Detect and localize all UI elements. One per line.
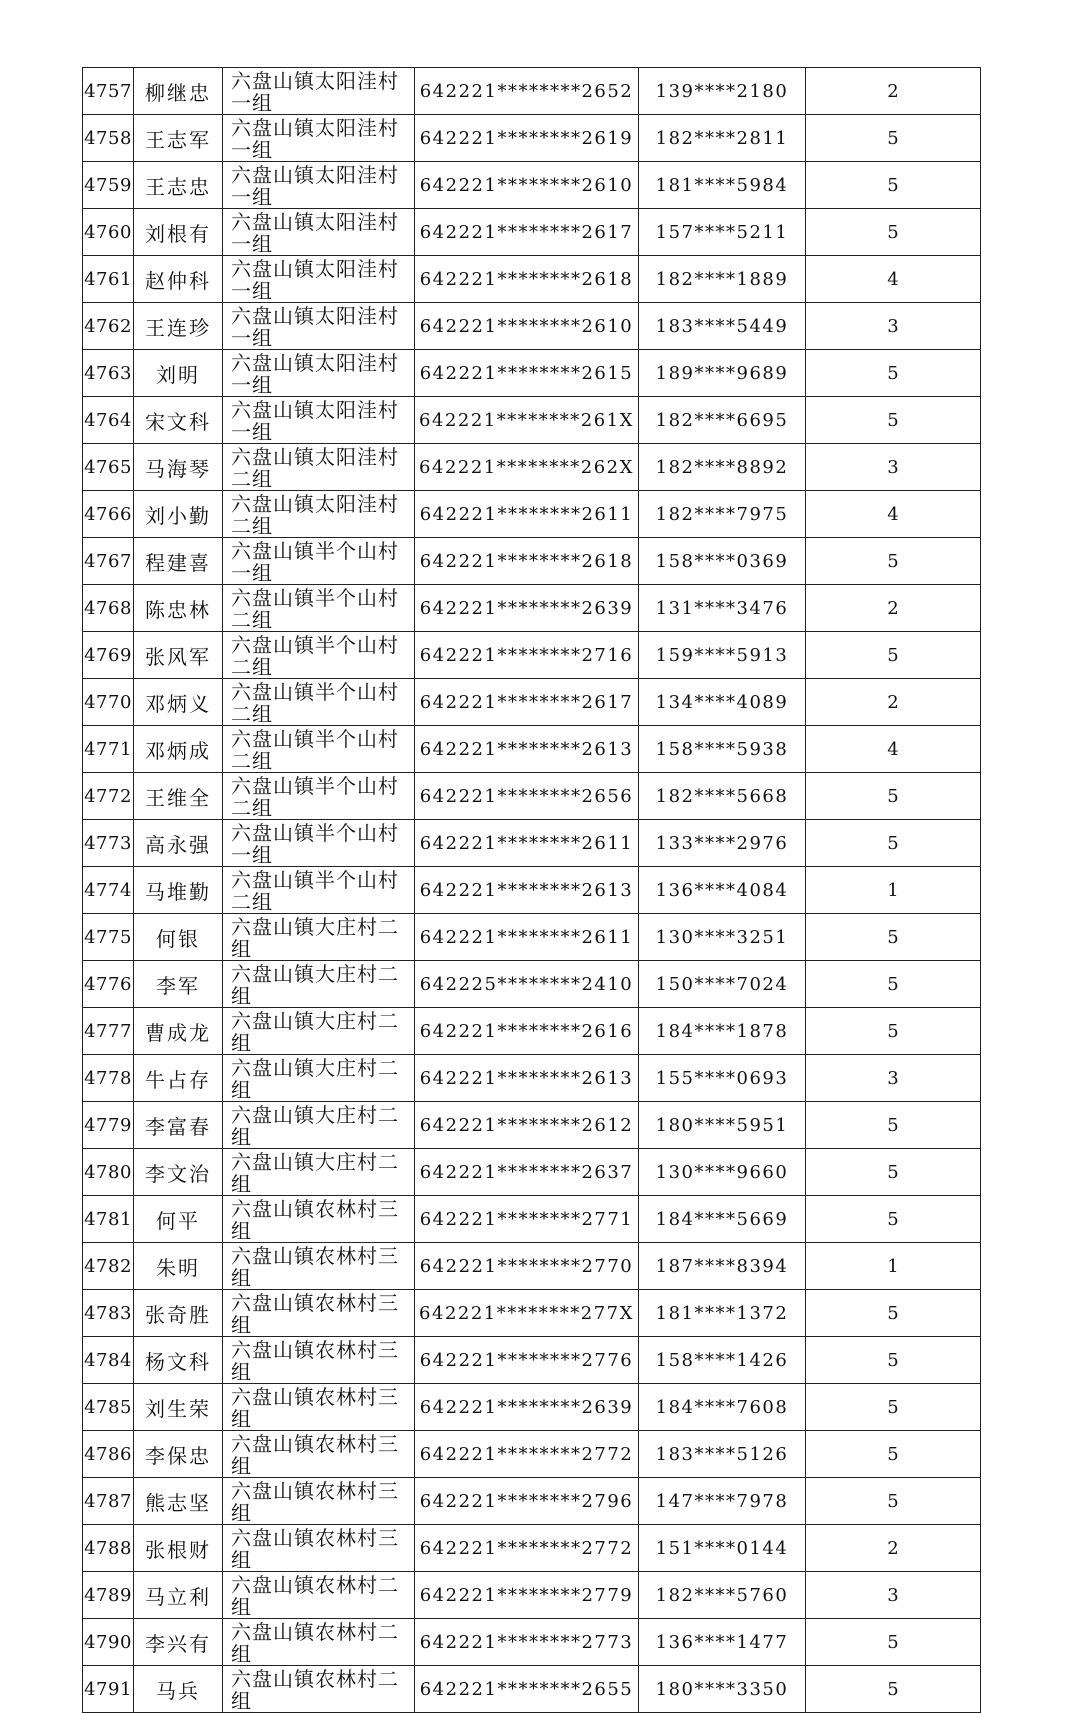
household-size-cell: 5 [806,632,981,679]
serial-number-cell: 4791 [83,1666,134,1713]
name-cell: 程建喜 [134,538,223,585]
serial-number-cell: 4778 [83,1055,134,1102]
table-row [83,1525,981,1572]
household-size-cell: 5 [806,538,981,585]
table-row [83,914,981,961]
table-row [83,585,981,632]
name-cell: 刘明 [134,350,223,397]
address-cell: 六盘山镇半个山村二组 [223,867,415,914]
household-size-cell: 3 [806,303,981,350]
table-row [83,256,981,303]
household-size-cell: 5 [806,1666,981,1713]
serial-number-cell: 4783 [83,1290,134,1337]
phone-cell: 180****3350 [639,1666,806,1713]
id-number-cell: 642221********2771 [415,1196,639,1243]
phone-cell: 182****6695 [639,397,806,444]
address-cell: 六盘山镇大庄村二组 [223,1008,415,1055]
household-size-cell: 5 [806,115,981,162]
household-size-cell: 3 [806,1055,981,1102]
table-row [83,68,981,115]
name-cell: 王维全 [134,773,223,820]
phone-cell: 157****5211 [639,209,806,256]
id-number-cell: 642225********2410 [415,961,639,1008]
serial-number-cell: 4766 [83,491,134,538]
address-cell: 六盘山镇半个山村二组 [223,726,415,773]
address-cell: 六盘山镇太阳洼村一组 [223,350,415,397]
phone-cell: 147****7978 [639,1478,806,1525]
serial-number-cell: 4782 [83,1243,134,1290]
phone-cell: 180****5951 [639,1102,806,1149]
table-row [83,1243,981,1290]
phone-cell: 181****5984 [639,162,806,209]
id-number-cell: 642221********2773 [415,1619,639,1666]
serial-number-cell: 4771 [83,726,134,773]
serial-number-cell: 4790 [83,1619,134,1666]
phone-cell: 134****4089 [639,679,806,726]
serial-number-cell: 4762 [83,303,134,350]
phone-cell: 189****9689 [639,350,806,397]
household-size-cell: 1 [806,867,981,914]
address-cell: 六盘山镇半个山村二组 [223,679,415,726]
household-size-cell: 5 [806,1008,981,1055]
table-row [83,350,981,397]
serial-number-cell: 4785 [83,1384,134,1431]
household-size-cell: 5 [806,1290,981,1337]
household-size-cell: 3 [806,1572,981,1619]
id-number-cell: 642221********2796 [415,1478,639,1525]
id-number-cell: 642221********2618 [415,256,639,303]
address-cell: 六盘山镇农林村三组 [223,1384,415,1431]
name-cell: 杨文科 [134,1337,223,1384]
serial-number-cell: 4760 [83,209,134,256]
household-size-cell: 5 [806,209,981,256]
name-cell: 张风军 [134,632,223,679]
phone-cell: 130****3251 [639,914,806,961]
serial-number-cell: 4786 [83,1431,134,1478]
household-size-cell: 5 [806,1102,981,1149]
id-number-cell: 642221********2656 [415,773,639,820]
phone-cell: 151****0144 [639,1525,806,1572]
table-row [83,162,981,209]
household-size-cell: 5 [806,1619,981,1666]
phone-cell: 184****7608 [639,1384,806,1431]
table-row [83,820,981,867]
serial-number-cell: 4789 [83,1572,134,1619]
table-row [83,632,981,679]
phone-cell: 182****5760 [639,1572,806,1619]
table-row [83,397,981,444]
household-size-cell: 5 [806,350,981,397]
table-row [83,491,981,538]
address-cell: 六盘山镇农林村三组 [223,1243,415,1290]
phone-cell: 182****7975 [639,491,806,538]
name-cell: 李富春 [134,1102,223,1149]
name-cell: 朱明 [134,1243,223,1290]
id-number-cell: 642221********2652 [415,68,639,115]
household-size-cell: 5 [806,1431,981,1478]
address-cell: 六盘山镇太阳洼村二组 [223,444,415,491]
phone-cell: 183****5126 [639,1431,806,1478]
table-row [83,679,981,726]
table-row [83,1666,981,1713]
table-row [83,961,981,1008]
phone-cell: 139****2180 [639,68,806,115]
name-cell: 刘生荣 [134,1384,223,1431]
serial-number-cell: 4769 [83,632,134,679]
address-cell: 六盘山镇太阳洼村一组 [223,209,415,256]
serial-number-cell: 4787 [83,1478,134,1525]
phone-cell: 158****0369 [639,538,806,585]
id-number-cell: 642221********2776 [415,1337,639,1384]
household-size-cell: 2 [806,68,981,115]
address-cell: 六盘山镇太阳洼村二组 [223,491,415,538]
id-number-cell: 642221********2616 [415,1008,639,1055]
id-number-cell: 642221********2615 [415,350,639,397]
table-row [83,1290,981,1337]
id-number-cell: 642221********2772 [415,1431,639,1478]
serial-number-cell: 4770 [83,679,134,726]
name-cell: 高永强 [134,820,223,867]
household-size-cell: 5 [806,1149,981,1196]
household-size-cell: 5 [806,961,981,1008]
id-number-cell: 642221********2611 [415,914,639,961]
serial-number-cell: 4774 [83,867,134,914]
phone-cell: 184****5669 [639,1196,806,1243]
address-cell: 六盘山镇半个山村二组 [223,632,415,679]
serial-number-cell: 4763 [83,350,134,397]
serial-number-cell: 4777 [83,1008,134,1055]
household-size-cell: 5 [806,162,981,209]
table-row [83,1384,981,1431]
household-size-cell: 4 [806,491,981,538]
address-cell: 六盘山镇大庄村二组 [223,1149,415,1196]
table-row [83,444,981,491]
name-cell: 张根财 [134,1525,223,1572]
id-number-cell: 642221********2655 [415,1666,639,1713]
name-cell: 张奇胜 [134,1290,223,1337]
table-row [83,538,981,585]
phone-cell: 158****1426 [639,1337,806,1384]
phone-cell: 183****5449 [639,303,806,350]
household-size-cell: 5 [806,773,981,820]
phone-cell: 182****5668 [639,773,806,820]
household-size-cell: 2 [806,585,981,632]
household-size-cell: 2 [806,679,981,726]
address-cell: 六盘山镇农林村三组 [223,1337,415,1384]
id-number-cell: 642221********2779 [415,1572,639,1619]
address-cell: 六盘山镇太阳洼村一组 [223,115,415,162]
serial-number-cell: 4784 [83,1337,134,1384]
table-row [83,726,981,773]
id-number-cell: 642221********2610 [415,162,639,209]
id-number-cell: 642221********2770 [415,1243,639,1290]
serial-number-cell: 4764 [83,397,134,444]
id-number-cell: 642221********2716 [415,632,639,679]
address-cell: 六盘山镇大庄村二组 [223,914,415,961]
phone-cell: 150****7024 [639,961,806,1008]
name-cell: 何平 [134,1196,223,1243]
table-row [83,1008,981,1055]
name-cell: 李保忠 [134,1431,223,1478]
address-cell: 六盘山镇太阳洼村一组 [223,256,415,303]
phone-cell: 182****1889 [639,256,806,303]
id-number-cell: 642221********2611 [415,491,639,538]
address-cell: 六盘山镇半个山村二组 [223,585,415,632]
name-cell: 李文治 [134,1149,223,1196]
id-number-cell: 642221********262X [415,444,639,491]
id-number-cell: 642221********2613 [415,867,639,914]
table-row [83,773,981,820]
household-size-cell: 3 [806,444,981,491]
name-cell: 王志军 [134,115,223,162]
id-number-cell: 642221********2618 [415,538,639,585]
name-cell: 马海琴 [134,444,223,491]
phone-cell: 133****2976 [639,820,806,867]
id-number-cell: 642221********2610 [415,303,639,350]
address-cell: 六盘山镇农林村三组 [223,1196,415,1243]
phone-cell: 181****1372 [639,1290,806,1337]
id-number-cell: 642221********2613 [415,726,639,773]
serial-number-cell: 4758 [83,115,134,162]
address-cell: 六盘山镇农林村三组 [223,1478,415,1525]
phone-cell: 182****2811 [639,115,806,162]
serial-number-cell: 4780 [83,1149,134,1196]
address-cell: 六盘山镇农林村三组 [223,1431,415,1478]
table-row [83,1431,981,1478]
name-cell: 邓炳成 [134,726,223,773]
serial-number-cell: 4765 [83,444,134,491]
name-cell: 李兴有 [134,1619,223,1666]
household-table-body [83,68,981,1713]
serial-number-cell: 4781 [83,1196,134,1243]
id-number-cell: 642221********2619 [415,115,639,162]
phone-cell: 187****8394 [639,1243,806,1290]
address-cell: 六盘山镇太阳洼村一组 [223,162,415,209]
address-cell: 六盘山镇大庄村二组 [223,961,415,1008]
table-row [83,1572,981,1619]
table-row [83,867,981,914]
name-cell: 何银 [134,914,223,961]
name-cell: 曹成龙 [134,1008,223,1055]
table-row [83,1196,981,1243]
household-size-cell: 1 [806,1243,981,1290]
address-cell: 六盘山镇大庄村二组 [223,1055,415,1102]
id-number-cell: 642221********2617 [415,209,639,256]
name-cell: 王志忠 [134,162,223,209]
name-cell: 刘小勤 [134,491,223,538]
table-row [83,1149,981,1196]
address-cell: 六盘山镇农林村二组 [223,1572,415,1619]
id-number-cell: 642221********261X [415,397,639,444]
address-cell: 六盘山镇半个山村一组 [223,820,415,867]
household-size-cell: 5 [806,397,981,444]
serial-number-cell: 4767 [83,538,134,585]
household-size-cell: 5 [806,1384,981,1431]
id-number-cell: 642221********2639 [415,585,639,632]
phone-cell: 136****4084 [639,867,806,914]
address-cell: 六盘山镇农林村二组 [223,1666,415,1713]
address-cell: 六盘山镇太阳洼村一组 [223,68,415,115]
table-row [83,1337,981,1384]
name-cell: 赵仲科 [134,256,223,303]
name-cell: 陈忠林 [134,585,223,632]
phone-cell: 155****0693 [639,1055,806,1102]
name-cell: 李军 [134,961,223,1008]
household-size-cell: 5 [806,1196,981,1243]
name-cell: 马立利 [134,1572,223,1619]
address-cell: 六盘山镇农林村三组 [223,1525,415,1572]
table-row [83,209,981,256]
address-cell: 六盘山镇半个山村一组 [223,538,415,585]
id-number-cell: 642221********2613 [415,1055,639,1102]
name-cell: 熊志坚 [134,1478,223,1525]
household-size-cell: 5 [806,1337,981,1384]
address-cell: 六盘山镇农林村三组 [223,1290,415,1337]
table-row [83,303,981,350]
table-row [83,1478,981,1525]
id-number-cell: 642221********2612 [415,1102,639,1149]
address-cell: 六盘山镇大庄村二组 [223,1102,415,1149]
phone-cell: 158****5938 [639,726,806,773]
serial-number-cell: 4788 [83,1525,134,1572]
serial-number-cell: 4768 [83,585,134,632]
household-size-cell: 4 [806,256,981,303]
household-table [82,67,981,1713]
serial-number-cell: 4779 [83,1102,134,1149]
serial-number-cell: 4773 [83,820,134,867]
name-cell: 邓炳义 [134,679,223,726]
address-cell: 六盘山镇太阳洼村一组 [223,303,415,350]
name-cell: 马兵 [134,1666,223,1713]
id-number-cell: 642221********2637 [415,1149,639,1196]
phone-cell: 159****5913 [639,632,806,679]
id-number-cell: 642221********277X [415,1290,639,1337]
household-size-cell: 5 [806,914,981,961]
phone-cell: 136****1477 [639,1619,806,1666]
name-cell: 牛占存 [134,1055,223,1102]
household-size-cell: 5 [806,820,981,867]
name-cell: 宋文科 [134,397,223,444]
table-row [83,115,981,162]
phone-cell: 130****9660 [639,1149,806,1196]
address-cell: 六盘山镇半个山村二组 [223,773,415,820]
id-number-cell: 642221********2772 [415,1525,639,1572]
serial-number-cell: 4772 [83,773,134,820]
name-cell: 马堆勤 [134,867,223,914]
address-cell: 六盘山镇太阳洼村一组 [223,397,415,444]
serial-number-cell: 4757 [83,68,134,115]
name-cell: 柳继忠 [134,68,223,115]
phone-cell: 131****3476 [639,585,806,632]
serial-number-cell: 4775 [83,914,134,961]
table-row [83,1102,981,1149]
serial-number-cell: 4776 [83,961,134,1008]
serial-number-cell: 4759 [83,162,134,209]
serial-number-cell: 4761 [83,256,134,303]
table-row [83,1055,981,1102]
household-size-cell: 5 [806,1478,981,1525]
household-size-cell: 4 [806,726,981,773]
name-cell: 王连珍 [134,303,223,350]
phone-cell: 182****8892 [639,444,806,491]
table-row [83,1619,981,1666]
address-cell: 六盘山镇农林村二组 [223,1619,415,1666]
id-number-cell: 642221********2611 [415,820,639,867]
household-size-cell: 2 [806,1525,981,1572]
phone-cell: 184****1878 [639,1008,806,1055]
id-number-cell: 642221********2639 [415,1384,639,1431]
id-number-cell: 642221********2617 [415,679,639,726]
name-cell: 刘根有 [134,209,223,256]
